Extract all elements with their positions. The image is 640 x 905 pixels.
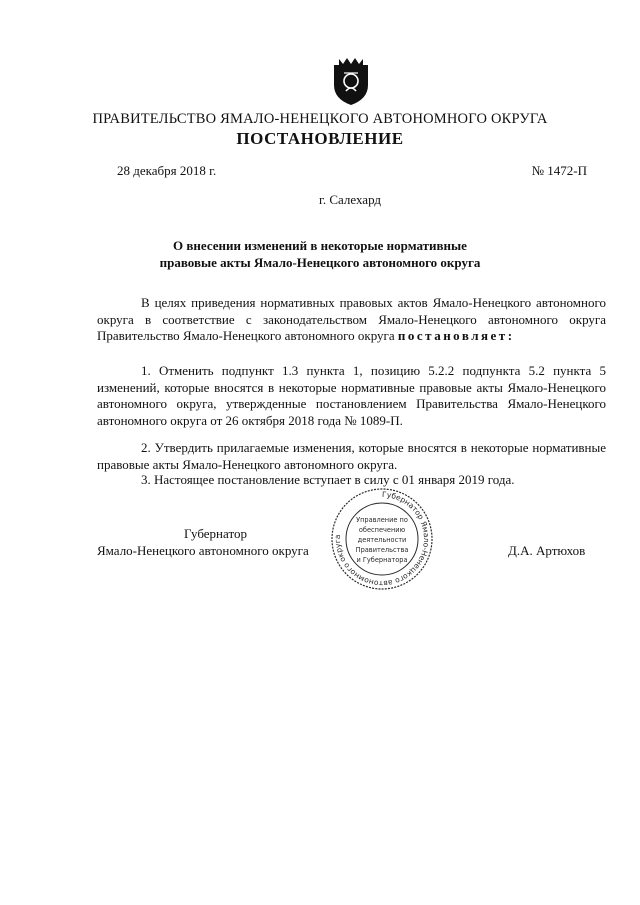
subject-line-1: О внесении изменений в некоторые нормативные — [173, 238, 467, 253]
svg-text:и Губернатора: и Губернатора — [356, 556, 408, 564]
preamble-text: В целях приведения нормативных правовых актов Ямало-Ненецкого автономного округа в соответствие с законодательством Ямало-Ненецкого автономного округа Правительство Ямало-Ненецкого автономного округа — [97, 295, 606, 343]
coat-of-arms-icon — [330, 55, 372, 107]
document-subject — [0, 237, 640, 271]
signatory-organization: Ямало-Ненецкого автономного округа — [97, 543, 309, 558]
resolves-word: постановляет: — [397, 328, 515, 343]
item-1-paragraph: 1. Отменить подпункт 1.3 пункта 1, позицию 5.2.2 подпункта 5.2 пункта 5 изменений, которые вносятся в некоторые нормативные правовые акты Ямало-Ненецкого автономного округа, утвержденные постановлением Правительства Ямало-Ненецкого автономного округа от 26 октября 2018 года № 1089-П. — [97, 363, 606, 428]
svg-text:Губернатор Ямало-Ненецкого авт: Губернатор Ямало-Ненецкого автономного округа — [332, 489, 431, 589]
signatory-post: Губернатор — [184, 526, 247, 541]
item-3-paragraph: 3. Настоящее постановление вступает в силу с 01 января 2019 года. — [141, 472, 515, 487]
svg-text:обеспечению: обеспечению — [358, 526, 406, 534]
svg-text:Правительства: Правительства — [355, 546, 409, 554]
document-type-title: ПОСТАНОВЛЕНИЕ — [236, 129, 404, 148]
document-date: 28 декабря 2018 г. — [117, 163, 217, 178]
signatory-name: Д.А. Артюхов — [508, 543, 586, 558]
document-city: г. Салехард — [318, 192, 382, 207]
government-title: ПРАВИТЕЛЬСТВО ЯМАЛО-НЕНЕЦКОГО АВТОНОМНОГО ОКРУГА — [92, 111, 548, 127]
item-2-paragraph: 2. Утвердить прилагаемые изменения, которые вносятся в некоторые нормативные правовые акты Ямало-Ненецкого автономного округа. — [97, 440, 606, 472]
svg-text:деятельности: деятельности — [357, 536, 407, 544]
document-number: № 1472-П — [531, 163, 587, 178]
subject-line-2: правовые акты Ямало-Ненецкого автономного округа — [159, 255, 481, 270]
official-stamp — [325, 487, 439, 591]
svg-text:Управление по: Управление по — [356, 516, 408, 524]
preamble-paragraph — [97, 295, 606, 345]
